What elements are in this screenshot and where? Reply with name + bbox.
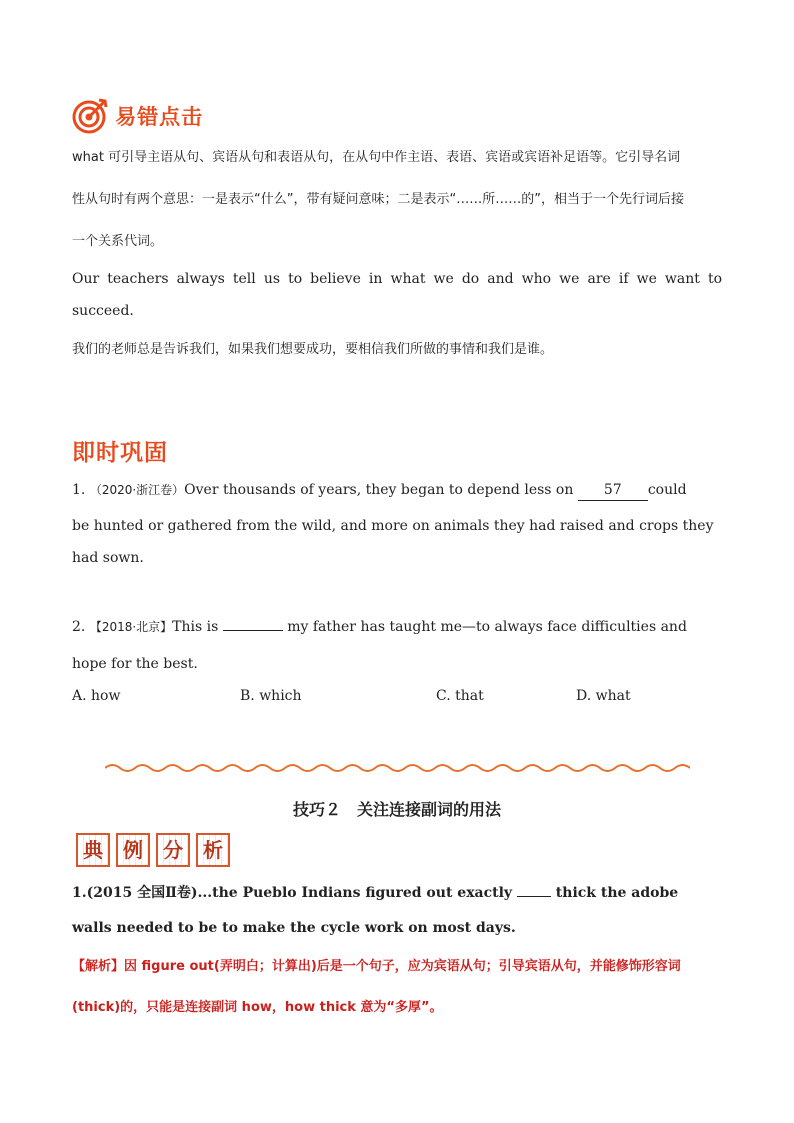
answer-blank[interactable]: 57 [578, 480, 648, 501]
banner-char: 分 [156, 833, 190, 867]
question-number-source: 1.(2015 全国Ⅱ卷) [72, 885, 198, 901]
question-text: thick the adobe [550, 885, 679, 901]
question-2-line1 [72, 617, 687, 637]
question-1-line2: be hunted or gathered from the wild, and more on animals they had raised and crops they [72, 518, 714, 534]
example-translation: 我们的老师总是告诉我们，如果我们想要成功，要相信我们所做的事情和我们是谁。 [72, 342, 554, 357]
target-icon [72, 98, 108, 134]
answer-blank[interactable] [517, 896, 551, 897]
analysis-line: (thick)的，只能是连接副词 how，how thick 意为“多厚”。 [72, 1000, 443, 1015]
question-text: could [647, 482, 687, 498]
question-number: 2. [72, 619, 86, 635]
option-b[interactable]: B. which [240, 688, 302, 704]
section-title: 易错点击 [115, 105, 204, 129]
question-text: ...the Pueblo Indians figured out exactly [197, 885, 517, 901]
question-text: This is [172, 619, 223, 635]
example-sentence-cont: succeed. [72, 303, 134, 319]
option-a[interactable]: A. how [72, 688, 121, 704]
option-c[interactable]: C. that [436, 688, 484, 704]
example-question-line1 [72, 883, 678, 903]
option-d[interactable]: D. what [576, 688, 631, 704]
question-text: my father has taught me—to always face difficulties and [282, 619, 687, 635]
paragraph-line: 一个关系代词。 [72, 234, 164, 249]
question-number: 1. [72, 482, 86, 498]
section-title-2: 即时巩固 [72, 440, 168, 466]
example-analysis-banner [76, 833, 236, 867]
section-heading-1 [72, 98, 203, 134]
analysis-line: 【解析】因 figure out(弄明白；计算出)后是一个句子，应为宾语从句；引导宾语从句，并能修饰形容词 [72, 959, 681, 974]
example-sentence: Our teachers always tell us to believe in what we do and who we are if we want to [72, 271, 722, 287]
question-text: Over thousands of years, they began to depend less on [184, 482, 578, 498]
wavy-divider [105, 762, 690, 774]
technique-title: 技巧２ 关注连接副词的用法 [292, 800, 501, 819]
answer-blank[interactable] [223, 630, 283, 631]
question-1-line1 [72, 480, 687, 501]
paragraph-line: what 可引导主语从句、宾语从句和表语从句，在从句中作主语、表语、宾语或宾语补足语等。它引导名词 [72, 150, 681, 165]
banner-char: 典 [76, 833, 110, 867]
banner-char: 例 [116, 833, 150, 867]
paragraph-line: 性从句时有两个意思：一是表示“什么”，带有疑问意味；二是表示“……所……的”，相当于一个先行词后接 [72, 192, 684, 207]
banner-char: 析 [196, 833, 230, 867]
question-2-line2: hope for the best. [72, 656, 198, 672]
question-source: （2020·浙江卷） [89, 483, 185, 497]
question-1-line3: had sown. [72, 550, 144, 566]
question-source: 【2018·北京】 [89, 620, 173, 634]
example-question-line2: walls needed to be to make the cycle work on most days. [72, 920, 516, 936]
